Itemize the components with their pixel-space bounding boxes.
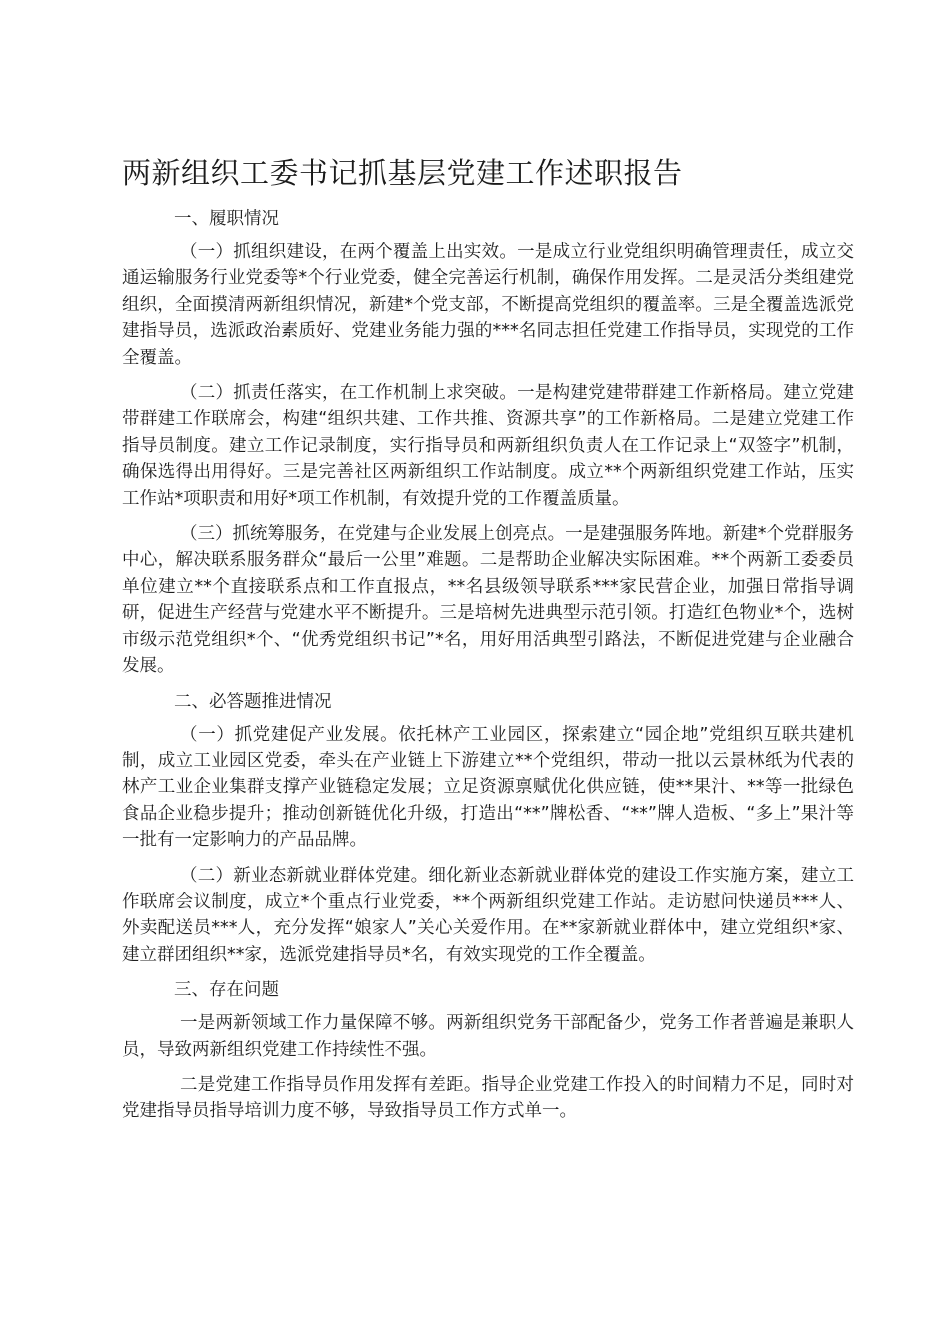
paragraph: （三）抓统筹服务，在党建与企业发展上创亮点。一是建强服务阵地。新建*个党群服务中心，解决联系服务群众“最后一公里”难题。二是帮助企业解决实际困难。**个两新工委委员单位建立**个直接联系点和工作直报点，**名县级领导联系***家民营企业，加强日常指导调研，促进生产经营与党建水平不断提升。三是培树先进典型示范引领。打造红色物业*个，选树市级示范党组织*个、“优秀党组织书记”*名，用好用活典型引路法，不断促进党建与企业融合发展。 [122, 524, 854, 677]
paragraph: 一是两新领域工作力量保障不够。两新组织党务干部配备少，党务工作者普遍是兼职人员，导致两新组织党建工作持续性不强。 [122, 1013, 854, 1060]
document-page [122, 150, 854, 1134]
section-heading: 一、履职情况 [174, 209, 279, 229]
section-performance [122, 206, 854, 680]
paragraph: （二）抓责任落实，在工作机制上求突破。一是构建党建带群建工作新格局。建立党建带群建工作联席会，构建“组织共建、工作共推、资源共享”的工作新格局。二是建立党建工作指导员制度。建立工作记录制度，实行指导员和两新组织负责人在工作记录上“双签字”机制，确保选得出用得好。三是完善社区两新组织工作站制度。成立**个两新组织党建工作站，压实工作站*项职责和用好*项工作机制，有效提升党的工作覆盖质量。 [122, 383, 854, 509]
paragraph: 二是党建工作指导员作用发挥有差距。指导企业党建工作投入的时间精力不足，同时对党建指导员指导培训力度不够，导致指导员工作方式单一。 [122, 1074, 854, 1122]
section-required-progress [122, 689, 854, 969]
paragraph: （一）抓党建促产业发展。依托林产工业园区，探索建立“园企地”党组织互联共建机制，成立工业园区党委，牵头在产业链上下游建立**个党组织，带动一批以云景林纸为代表的林产工业企业集群支撑产业链稳定发展；立足资源禀赋优化供应链，使**果汁、**等一批绿色食品企业稳步提升；推动创新链优化升级，打造出“**”牌松香、“**”牌人造板、“多上”果汁等一批有一定影响力的产品品牌。 [122, 724, 854, 851]
document-title: 两新组织工委书记抓基层党建工作述职报告 [122, 156, 683, 190]
paragraph: （一）抓组织建设，在两个覆盖上出实效。一是成立行业党组织明确管理责任，成立交通运输服务行业党委等*个行业党委，健全完善运行机制，确保作用发挥。二是灵活分类组建党组织，全面摸清两新组织情况，新建*个党支部，不断提高党组织的覆盖率。三是全覆盖选派党建指导员，选派政治素质好、党建业务能力强的***名同志担任党建工作指导员，实现党的工作全覆盖。 [122, 242, 854, 368]
section-heading: 二、必答题推进情况 [174, 691, 332, 712]
paragraph: （二）新业态新就业群体党建。细化新业态新就业群体党的建设工作实施方案，建立工作联席会议制度，成立*个重点行业党委，**个两新组织党建工作站。走访慰问快递员***人、外卖配送员***人，充分发挥“娘家人”关心关爱作用。在**家新就业群体中，建立党组织*家、建立群团组织**家，选派党建指导员*名，有效实现党的工作全覆盖。 [122, 865, 854, 965]
section-heading: 三、存在问题 [174, 980, 279, 1001]
section-problems [122, 977, 854, 1125]
